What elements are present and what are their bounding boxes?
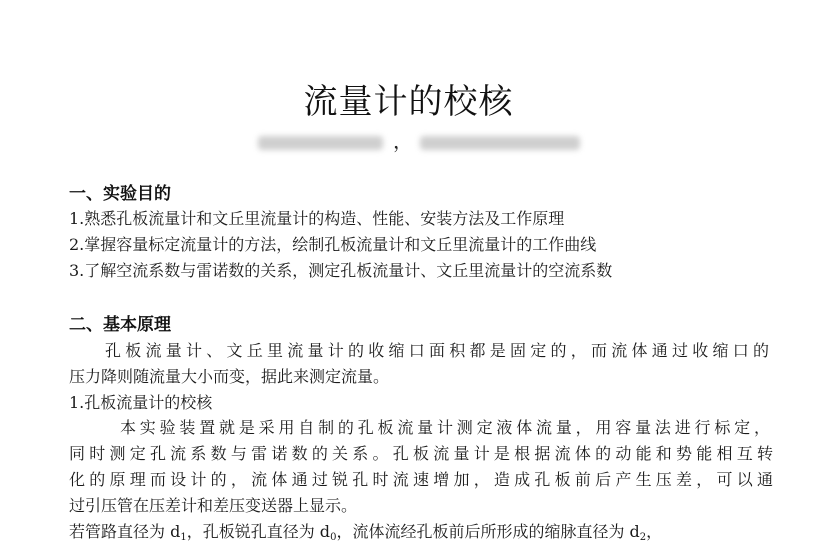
orifice-paragraph-line: 本实验装置就是采用自制的孔板流量计测定液体流量，用容量法进行标定， xyxy=(120,418,770,437)
document-title: 流量计的校核 xyxy=(303,82,514,122)
diameter-text: 若管路直径为 d xyxy=(69,522,181,541)
author-line-redacted xyxy=(250,130,590,156)
subscript: 2 xyxy=(639,532,647,543)
diameter-text: ，孔板锐孔直径为 d xyxy=(186,522,331,541)
objective-item: 1.熟悉孔板流量计和文丘里流量计的构造、性能、安装方法及工作原理 xyxy=(69,209,565,228)
section-heading-principles: 二、基本原理 xyxy=(69,315,171,335)
orifice-paragraph-line: 化的原理而设计的，流体通过锐孔时流速增加，造成孔板前后产生压差，可以通 xyxy=(69,470,773,489)
redacted-author-block xyxy=(258,136,383,150)
diameter-text: ，流体流经孔板前后所形成的缩脉直径为 d xyxy=(336,522,640,541)
orifice-paragraph-line: 过引压管在压差计和差压变送器上显示。 xyxy=(69,496,358,515)
section-heading-objectives: 一、实验目的 xyxy=(69,184,171,204)
subscript: 1 xyxy=(180,532,187,543)
redacted-affiliation-block xyxy=(420,136,580,150)
subscript: 0 xyxy=(330,532,337,543)
diameter-text: ， xyxy=(646,522,663,541)
orifice-paragraph-line: 同时测定孔流系数与雷诺数的关系。孔板流量计是根据流体的动能和势能相互转 xyxy=(69,444,773,463)
subsection-heading-orifice: 1.孔板流量计的校核 xyxy=(69,393,213,412)
author-separator: ， xyxy=(393,129,413,153)
principle-paragraph-line: 孔板流量计、文丘里流量计的收缩口面积都是固定的，而流体通过收缩口的 xyxy=(105,341,769,360)
diameter-definition-line xyxy=(69,521,662,543)
principle-paragraph-line: 压力降则随流量大小而变，据此来测定流量。 xyxy=(69,367,390,386)
objective-item: 3.了解空流系数与雷诺数的关系，测定孔板流量计、文丘里流量计的空流系数 xyxy=(69,261,613,280)
objective-item: 2.掌握容量标定流量计的方法，绘制孔板流量计和文丘里流量计的工作曲线 xyxy=(69,235,597,254)
